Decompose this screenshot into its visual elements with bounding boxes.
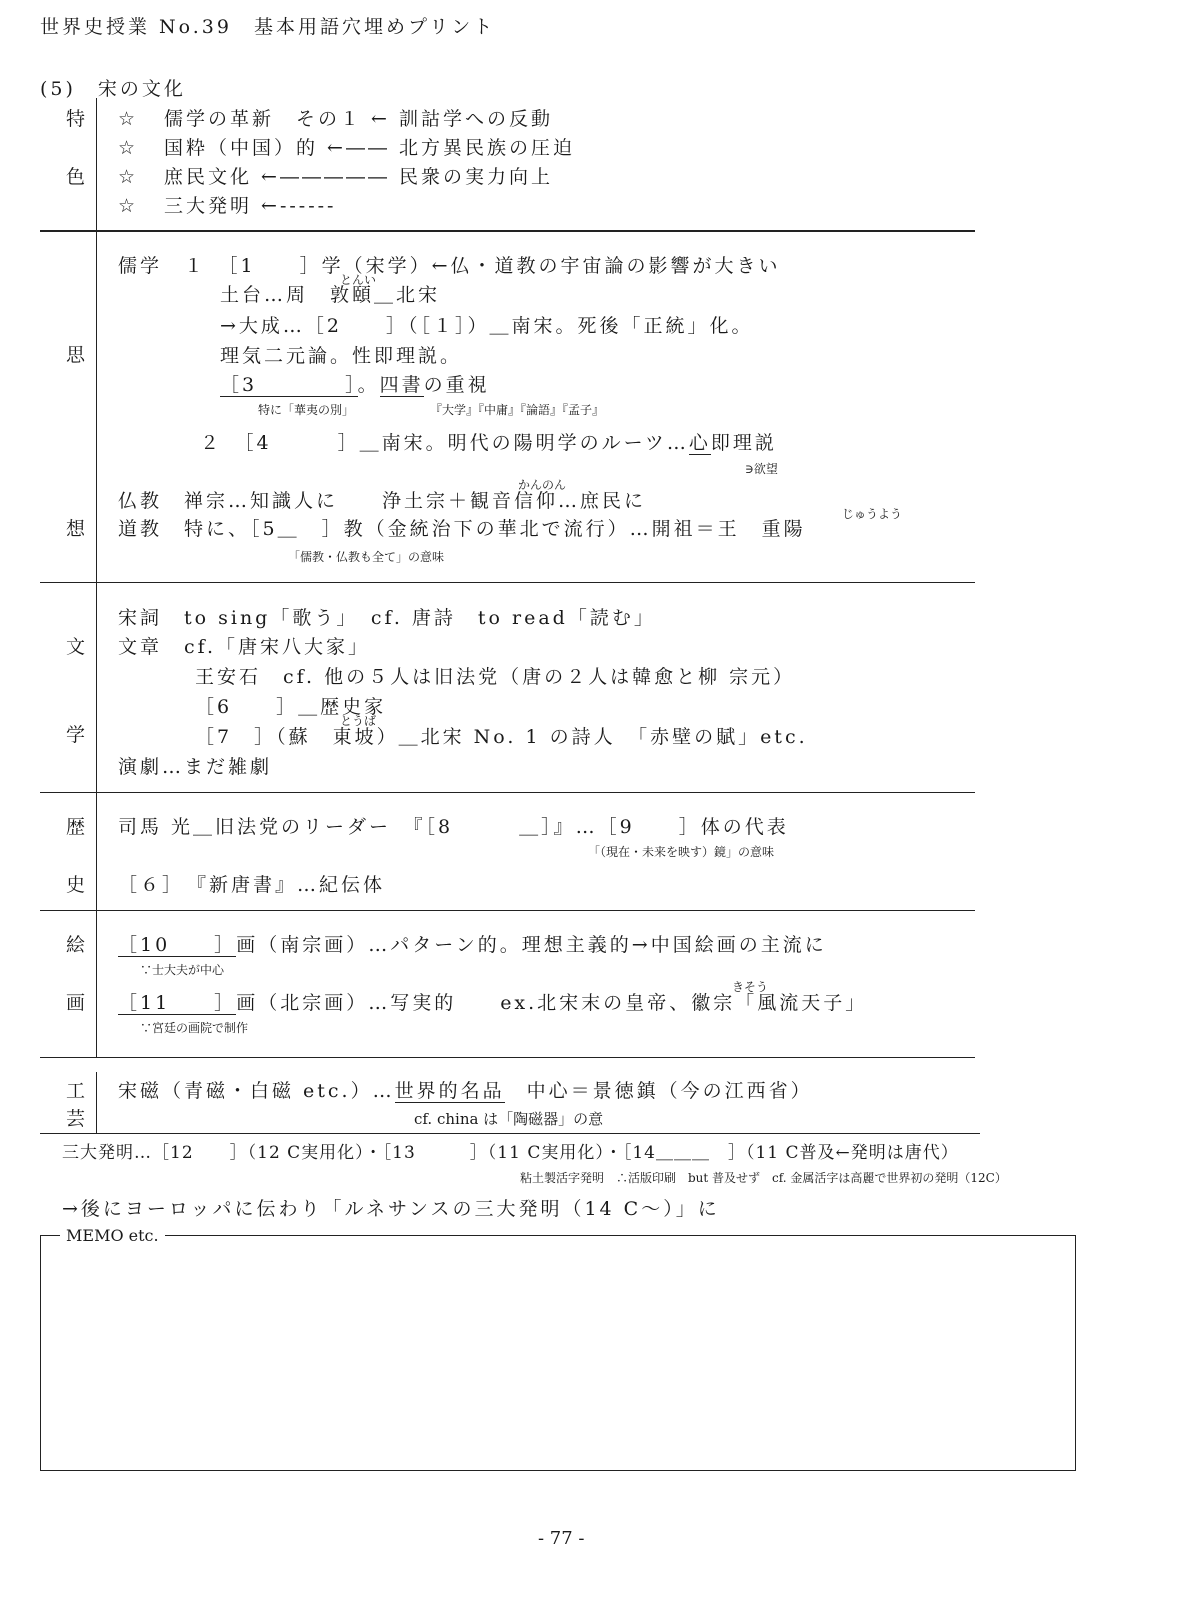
crafts-label-1: 工 <box>66 1080 86 1102</box>
note-text: 『大学』『中庸』『論語』『孟子』 <box>430 403 605 417</box>
ruby-text: とうば <box>340 714 377 728</box>
table-divider <box>96 98 97 1058</box>
crafts-label-2: 芸 <box>66 1108 86 1130</box>
thought-line: 道教 特に、［5＿ ］教（金統治下の華北で流行）…開祖＝王 重陽 <box>118 518 806 540</box>
feature-row: ☆ 儒学の革新 その１ ← 訓詁学への反動 <box>118 108 553 130</box>
note-text: 粘土製活字発明 ∴活版印刷 but 普及せず cf. 金属活字は高麗で世界初の発明（12C） <box>520 1171 1007 1185</box>
ruby-text: かんのん <box>518 478 567 492</box>
star-icon: ☆ <box>118 195 139 217</box>
feature-row: ☆ 三大発明 ←‐‐‐‐‐‐ <box>118 195 337 217</box>
thought-line: 理気二元論。性即理説。 <box>220 345 463 367</box>
ruby-text: じゅうよう <box>842 507 903 521</box>
history-line: 司馬 光＿旧法党のリーダー 『［8 ＿］』…［9 ］体の代表 <box>118 816 789 838</box>
literature-line: 王安石 cf. 他の５人は旧法党（唐の２人は韓愈と柳 宗元） <box>195 666 796 688</box>
feature-row: ☆ 庶民文化 ←――――― 民衆の実力向上 <box>118 166 553 188</box>
thought-line: 儒学 １ ［1 ］学（宋学）←仏・道教の宇宙論の影響が大きい <box>118 255 781 277</box>
inventions-line: →後にヨーロッパに伝わり「ルネサンスの三大発明（14 C〜）」に <box>62 1198 720 1220</box>
thought-line: 仏教 禅宗…知識人に 浄土宗＋観音信仰…庶民に <box>118 490 647 512</box>
history-label-2: 史 <box>66 874 86 896</box>
memo-label: MEMO etc. <box>60 1226 165 1245</box>
note-text: 「（現在・未来を映す）鏡」の意味 <box>588 845 775 859</box>
painting-label-1: 絵 <box>66 934 86 956</box>
painting-line: ［10 ］画（南宗画）…パターン的。理想主義的→中国絵画の主流に <box>118 934 827 956</box>
inventions-line: 三大発明…［12 ］（12 C実用化）・［13 ］（11 C実用化）・［14＿＿＿ ］（11 C普及←発明は唐代） <box>62 1143 959 1163</box>
painting-label-2: 画 <box>66 992 86 1014</box>
crafts-line: 宋磁（青磁・白磁 etc.）…世界的名品 中心＝景徳鎮（今の江西省） <box>118 1080 813 1102</box>
feature-row: ☆ 国粋（中国）的 ←―― 北方異民族の圧迫 <box>118 137 575 159</box>
section-heading: (5) 宋の文化 <box>40 78 186 100</box>
thought-line: →大成…［2 ］（［１］）＿南宋。死後「正統」化。 <box>220 315 754 337</box>
star-icon: ☆ <box>118 108 139 130</box>
literature-label-1: 文 <box>66 636 86 658</box>
note-text: 「儒教・仏教も全て」の意味 <box>288 550 445 564</box>
star-icon: ☆ <box>118 137 139 159</box>
section-divider <box>40 1133 980 1134</box>
thought-line: 土台…周 敦頤＿北宋 <box>220 284 441 306</box>
note-text: ∵士大夫が中心 <box>140 963 225 977</box>
thought-label-1: 思 <box>66 344 86 366</box>
page-title: 世界史授業 No.39 基本用語穴埋めプリント <box>40 16 496 38</box>
star-icon: ☆ <box>118 166 139 188</box>
memo-box[interactable] <box>40 1235 1076 1471</box>
literature-line: ［7 ］（蘇 東坡）＿北宋 No. 1 の詩人 「赤壁の賦」etc. <box>195 726 808 748</box>
note-text: 特に「華夷の別」 <box>258 403 355 417</box>
section-divider <box>40 582 975 583</box>
note-text: cf. china は「陶磁器」の意 <box>414 1110 604 1128</box>
painting-line: ［11 ］画（北宗画）…写実的 ex.北宋末の皇帝、徽宗「風流天子」 <box>118 992 868 1014</box>
features-label-2: 色 <box>66 166 86 188</box>
literature-line: 宋詞 to sing「歌う」 cf. 唐詩 to read「読む」 <box>118 607 656 629</box>
thought-label-2: 想 <box>66 518 86 540</box>
literature-line: 演劇…まだ雑劇 <box>118 756 273 778</box>
note-text: ∵宮廷の画院で制作 <box>140 1021 249 1035</box>
page-number: - 77 - <box>538 1528 585 1549</box>
section-divider <box>40 792 975 793</box>
history-line: ［６］ 『新唐書』…紀伝体 <box>118 874 386 896</box>
literature-label-2: 学 <box>66 724 86 746</box>
ruby-text: とんい <box>340 273 377 287</box>
table-divider-crafts <box>96 1072 97 1134</box>
history-label-1: 歴 <box>66 816 86 838</box>
thought-line: ［3 ］。四書の重視 <box>220 374 490 396</box>
section-divider <box>40 230 975 232</box>
section-divider <box>40 910 975 911</box>
features-label-1: 特 <box>66 108 86 130</box>
thought-line: ２ ［4 ］＿南宋。明代の陽明学のルーツ…心即理説 <box>200 432 777 454</box>
ruby-text: きそう <box>732 980 769 994</box>
note-text: ∋欲望 <box>745 462 778 476</box>
literature-line: 文章 cf.「唐宋八大家」 <box>118 636 371 658</box>
literature-line: ［6 ］＿歴史家 <box>195 696 387 718</box>
section-divider <box>40 1057 975 1058</box>
